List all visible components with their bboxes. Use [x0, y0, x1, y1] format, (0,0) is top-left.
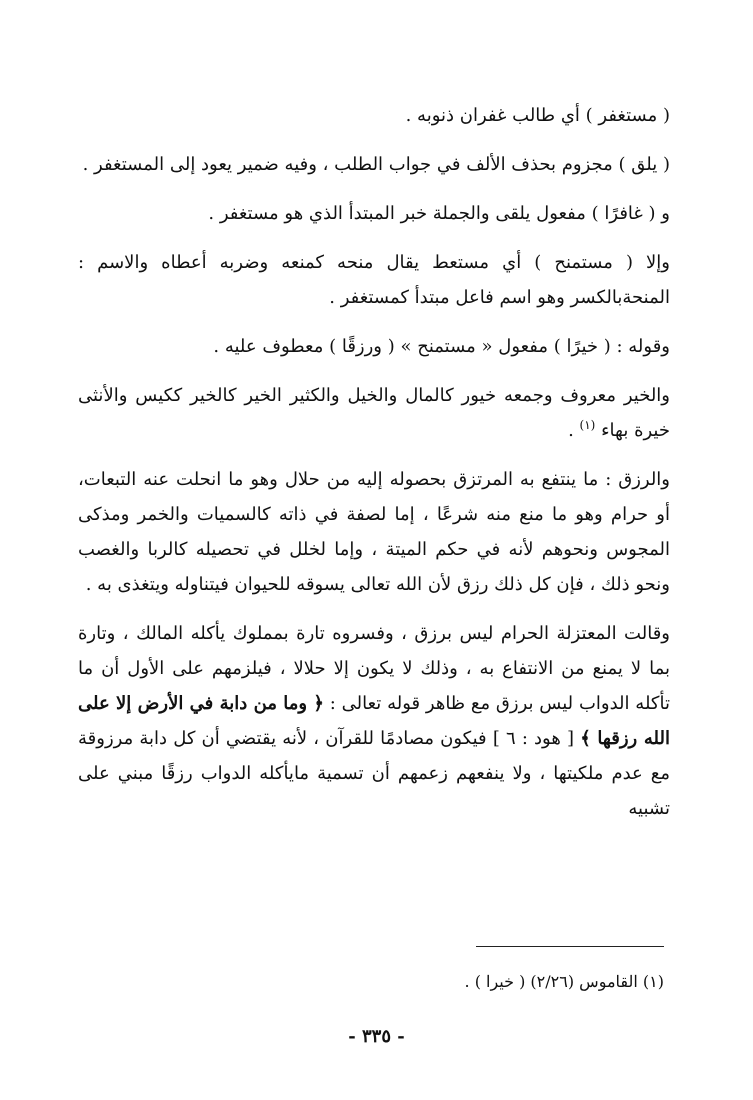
paragraph-3: و ( غافرًا ) مفعول يلقى والجملة خبر المبتدأ الذي هو مستغفر .	[208, 203, 670, 224]
paragraph-6-end: .	[568, 420, 580, 441]
footnote-divider	[476, 946, 664, 947]
paragraph-5: وقوله : ( خيرًا ) مفعول « مستمنح » ( ورزقًا ) معطوف عليه .	[213, 336, 670, 357]
main-text	[78, 98, 670, 840]
paragraph-2: ( يلق ) مجزوم بحذف الألف في جواب الطلب ، وفيه ضمير يعود إلى المستغفر .	[82, 154, 670, 175]
quran-verse: ﴿ وما من دابة في الأرض إلا على الله رزقها ﴾	[78, 693, 670, 749]
paragraph-8-tail: فيكون مصادمًا للقرآن ، لأنه يقتضي أن كل دابة مرزوقة مع عدم ملكيتها ، ولا ينفعهم زعمهم أن تسمية مايأكله الدواب رزقًا مبني على تشبيه	[78, 728, 670, 819]
paragraph-6-text: والخير معروف وجمعه خيور كالمال والخيل والكثير الخير كالخير ككيس والأنثى خيرة بهاء	[78, 385, 670, 441]
paragraph-7: والرزق : ما ينتفع به المرتزق بحصوله إليه من حلال وهو ما انحلت عنه التبعات، أو حرام وهو ما منع منه شرعًا ، إما لصفة في ذاته كالسميات والخمر ومذكى المجوس ونحوهم لأنه في حكم الميتة ، وإما لخلل في تحصيله كالربا والغصب ونحو ذلك ، فإن كل ذلك رزق لأن الله تعالى يسوقه للحيوان فيتناوله ويتغذى به .	[78, 469, 670, 595]
paragraph-6	[78, 378, 670, 448]
paragraph-1: ( مستغفر ) أي طالب غفران ذنوبه .	[405, 105, 670, 126]
footnote: (١) القاموس (٢/٢٦) ( خيرا ) .	[464, 972, 664, 991]
paragraph-8-text: وقالت المعتزلة الحرام ليس برزق ، وفسروه تارة بمملوك يأكله المالك ، وتارة بما لا يمنع من الانتفاع به ، وذلك لا يكون إلا حلالا ، فيلزمهم على الأول أن ما تأكله الدواب ليس برزق مع ظاهر قوله تعالى :	[78, 623, 670, 714]
quran-reference: [ هود : ٦ ]	[492, 728, 575, 749]
paragraph-4: وإلا ( مستمنح ) أي مستعط يقال منحه كمنعه وضربه أعطاه والاسم : المنحةبالكسر وهو اسم فاعل مبتدأ كمستغفر .	[78, 252, 670, 308]
paragraph-8	[78, 616, 670, 826]
page-number: - ٣٣٥ -	[348, 1026, 405, 1047]
footnote-marker: (١)	[579, 418, 596, 432]
